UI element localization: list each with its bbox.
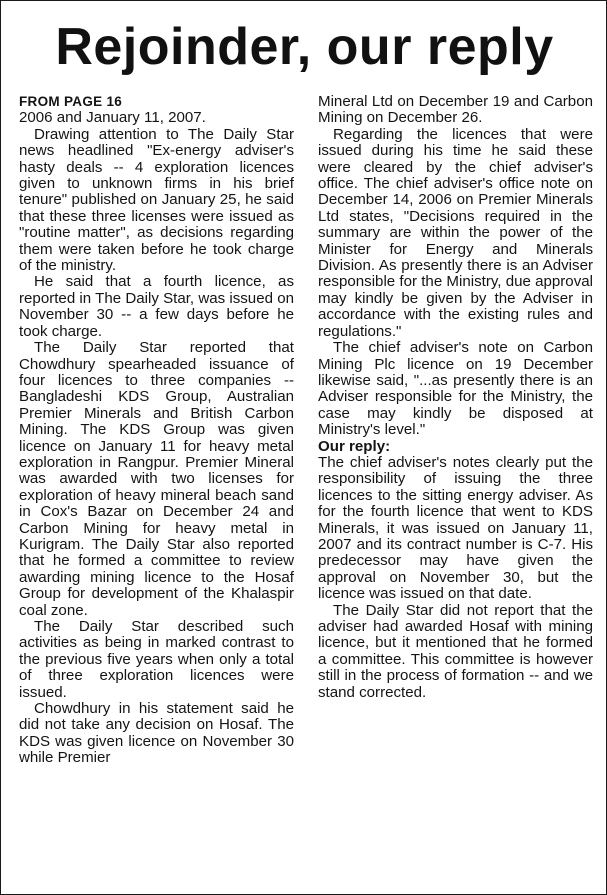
paragraph: The chief adviser's note on Carbon Mining Plc licence on 19 December likewise said, "...as presently there is an Adviser responsible for the Ministry, the case may kindly be disposed at Ministry's level.": [318, 339, 593, 439]
paragraph: The Daily Star did not report that the adviser had awarded Hosaf with mining licence, but it mentioned that he formed a committee. This committee is however still in the process of formation -- and we stand corrected.: [318, 601, 593, 701]
article-column-left: [19, 94, 294, 767]
paragraph: Mineral Ltd on December 19 and Carbon Mining on December 26.: [318, 93, 593, 127]
headline: Rejoinder, our reply: [55, 18, 554, 76]
paragraph: The chief adviser's notes clearly put the responsibility of issuing the three licences to the sitting energy adviser. As for the fourth licence that went to KDS Minerals, it was issued on January 11, 2007 and its contract number is C-7. His predecessor may have given the approval on November 30, but the licence was issued on that date.: [318, 453, 593, 603]
paragraph: Chowdhury in his statement said he did not take any decision on Hosaf. The KDS was given licence on November 30 while Premier: [19, 700, 294, 767]
paragraph: Regarding the licences that were issued during his time he said these were cleared by the chief adviser's office. The chief adviser's office note on December 14, 2006 on Premier Minerals Ltd states, "Decisions required in the summary are within the power of the Minister for Energy and Minerals Division. As presently there is an Adviser responsible for the Ministry, due approval may kindly be given by the Adviser in accordance with the existing rules and regulations.": [318, 125, 593, 340]
paragraph: The Daily Star reported that Chowdhury spearheaded issuance of four licences to three companies -- Bangladeshi KDS Group, Australian Premier Minerals and British Carbon Mining. The KDS Group was given licence on January 11 for heavy metal exploration in Rangpur. Premier Mineral was awarded with two licenses for exploration of heavy mineral beach sand in Cox's Bazar on December 24 and Carbon Mining for heavy metal in Kurigram. The Daily Star also reported that he formed a committee to review awarding mining licence to the Hosaf Group for development of the Khalaspir coal zone.: [19, 339, 294, 619]
paragraph: He said that a fourth licence, as reported in The Daily Star, was issued on November 30 -- a few days before he took charge.: [19, 273, 294, 340]
paragraph: 2006 and January 11, 2007.: [19, 109, 206, 127]
article-column-right: [318, 94, 593, 701]
subhead-our-reply: Our reply:: [318, 437, 391, 455]
kicker: FROM PAGE 16: [19, 94, 123, 109]
paragraph: Drawing attention to The Daily Star news headlined "Ex-energy adviser's hasty deals -- 4 exploration licences given to unknown firms in his brief tenure" published on January 25, he said that these three licenses were issued as "routine matter", as decisions regarding them were taken before he took charge of the ministry.: [19, 125, 294, 275]
paragraph: The Daily Star described such activities as being in marked contrast to the previous five years when only a total of three exploration licences were issued.: [19, 618, 294, 701]
